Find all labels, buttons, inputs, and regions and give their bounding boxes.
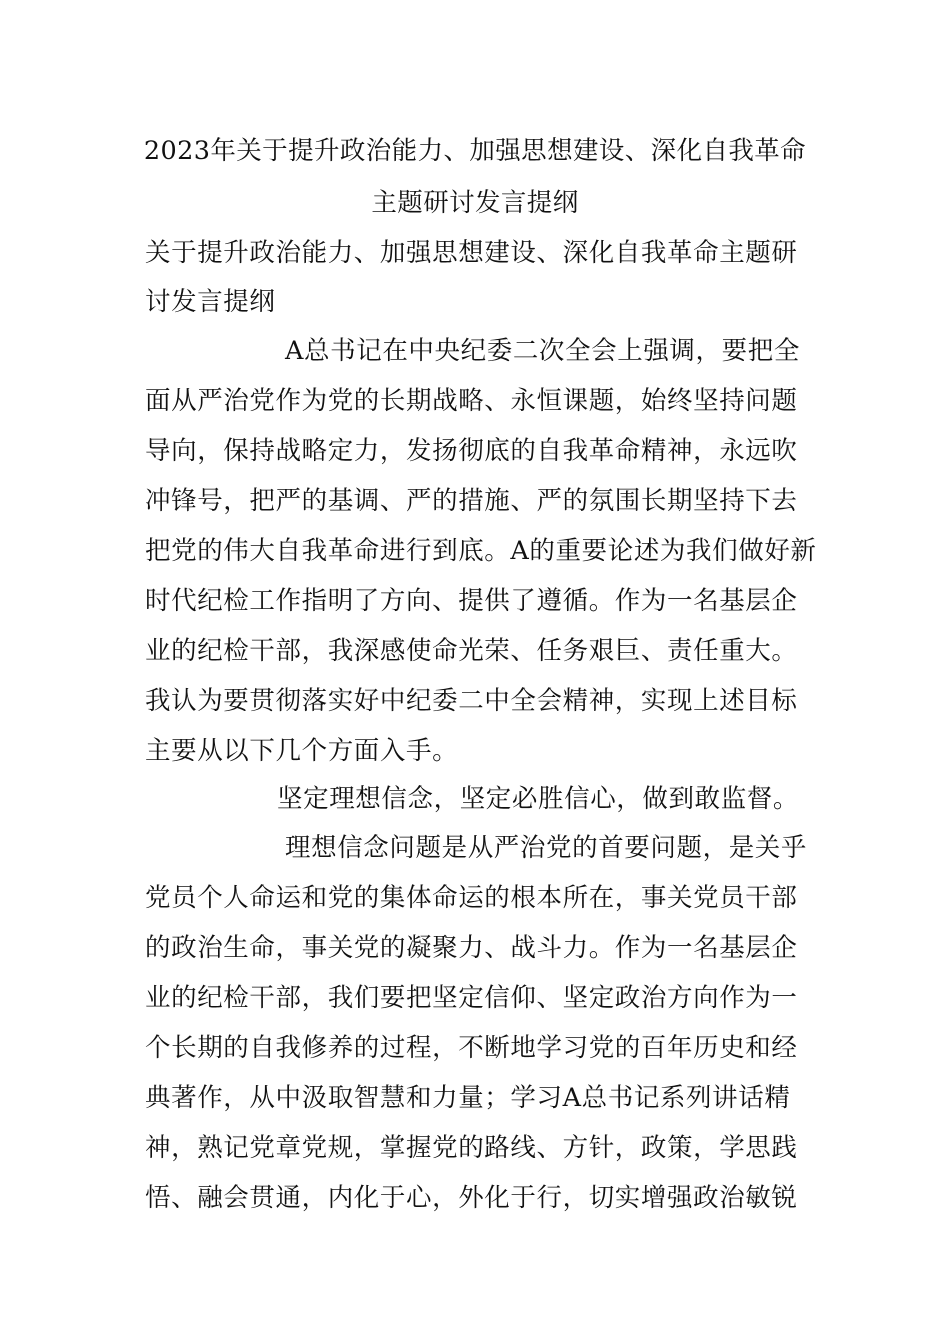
paragraph-line: 神，熟记党章党规，掌握党的路线、方针，政策，学思践 (145, 1133, 798, 1163)
paragraph-line: 我认为要贯彻落实好中纪委二中全会精神，实现上述目标 (145, 686, 798, 716)
paragraph-line: 主要从以下几个方面入手。 (145, 736, 459, 766)
paragraph-line: 时代纪检工作指明了方向、提供了遵循。作为一名基层企 (145, 586, 798, 616)
paragraph-line: 个长期的自我修养的过程，不断地学习党的百年历史和经 (145, 1033, 798, 1063)
subtitle-line-1: 关于提升政治能力、加强思想建设、深化自我革命主题研 (145, 238, 798, 268)
paragraph-line: A总书记在中央纪委二次全会上强调，要把全 (285, 336, 800, 366)
paragraph-line: 业的纪检干部，我们要把坚定信仰、坚定政治方向作为一 (145, 983, 798, 1013)
paragraph-line: 党员个人命运和党的集体命运的根本所在，事关党员干部 (145, 883, 798, 913)
paragraph-line: 把党的伟大自我革命进行到底。A的重要论述为我们做好新 (145, 536, 817, 566)
document-title-line-2: 主题研讨发言提纲 (371, 188, 579, 218)
paragraph-line: 理想信念问题是从严治党的首要问题，是关乎 (285, 833, 808, 863)
paragraph-line: 导向，保持战略定力，发扬彻底的自我革命精神，永远吹 (145, 436, 798, 466)
subtitle-line-2: 讨发言提纲 (145, 287, 276, 317)
paragraph-line: 的政治生命，事关党的凝聚力、战斗力。作为一名基层企 (145, 933, 798, 963)
paragraph-line: 典著作，从中汲取智慧和力量；学习A总书记系列讲话精 (145, 1083, 791, 1113)
section-heading: 坚定理想信念，坚定必胜信心，做到敢监督。 (277, 784, 800, 814)
paragraph-line: 冲锋号，把严的基调、严的措施、严的氛围长期坚持下去 (145, 486, 798, 516)
document-title-line-1: 2023年关于提升政治能力、加强思想建设、深化自我革命 (143, 136, 807, 166)
paragraph-line: 悟、融会贯通，内化于心，外化于行，切实增强政治敏锐 (145, 1183, 798, 1213)
paragraph-line: 业的纪检干部，我深感使命光荣、任务艰巨、责任重大。 (145, 636, 798, 666)
paragraph-line: 面从严治党作为党的长期战略、永恒课题，始终坚持问题 (145, 386, 798, 416)
